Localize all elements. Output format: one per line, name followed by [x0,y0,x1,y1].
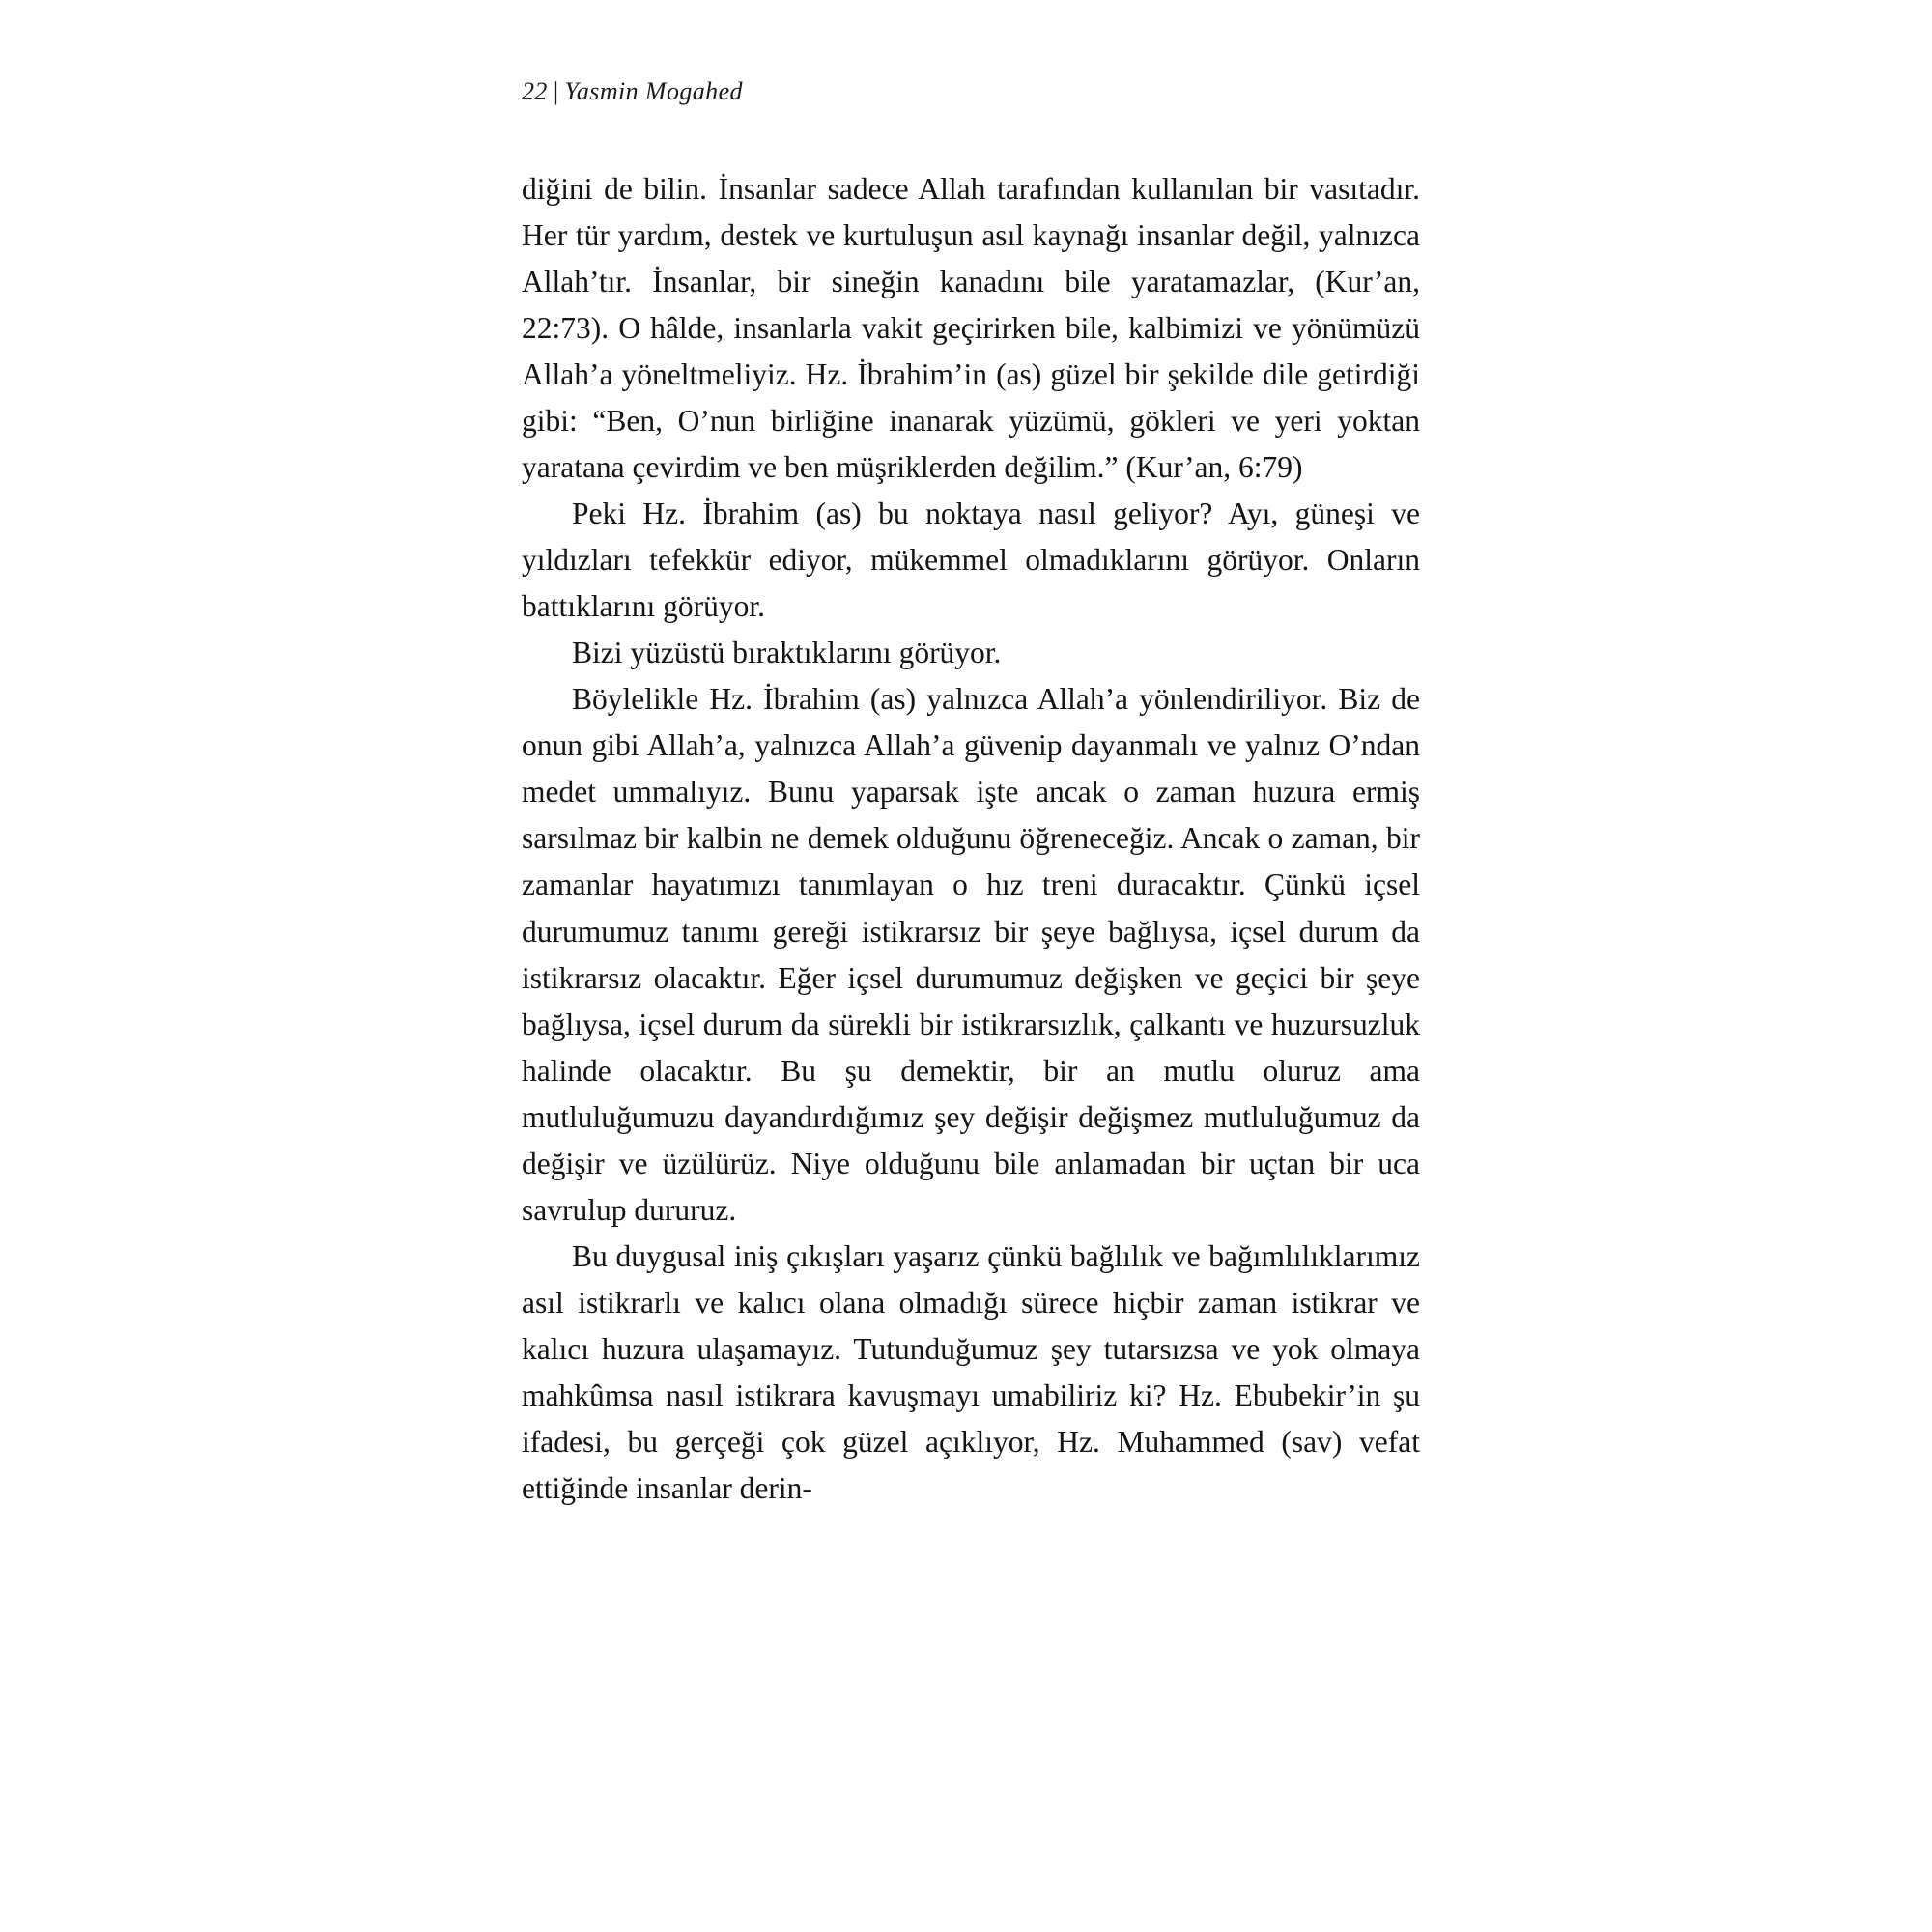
paragraph-4: Böylelikle Hz. İbrahim (as) yalnızca Allah’a yönlendiriliyor. Biz de onun gibi Allah’a, yalnızca Allah’a güvenip dayanmalı ve yalnız O’ndan medet ummalıyız. Bunu yaparsak işte ancak o zaman huzura ermiş sarsılmaz bir kalbin ne demek olduğunu öğreneceğiz. Ancak o zaman, bir zamanlar hayatımızı tanımlayan o hız treni duracaktır. Çünkü içsel durumumuz tanımı gereği istikrarsız bir şeye bağlıysa, içsel durum da istikrarsız olacaktır. Eğer içsel durumumuz değişken ve geçici bir şeye bağlıysa, içsel durum da sürekli bir istikrarsızlık, çalkantı ve huzursuzluk halinde olacaktır. Bu şu demektir, bir an mutlu oluruz ama mutluluğumuzu dayandırdığımız şey değişir değişmez mutluluğumuz da değişir ve üzülürüz. Niye olduğunu bile anlamadan bir uçtan bir uca savrulup dururuz. [522,682,1420,1227]
paragraph-5: Bu duygusal iniş çıkışları yaşarız çünkü bağlılık ve bağımlılıklarımız asıl istikrarlı ve kalıcı olana olmadığı sürece hiçbir zaman istikrar ve kalıcı huzura ulaşamayız. Tutunduğumuz şey tutarsızsa ve yok olmaya mahkûmsa nasıl istikrara kavuşmayı umabiliriz ki? Hz. Ebubekir’in şu ifadesi, bu gerçeği çok güzel açıklıyor, Hz. Muhammed (sav) vefat ettiğinde insanlar derin- [522,1238,1420,1505]
paragraph-1: diğini de bilin. İnsanlar sadece Allah tarafından kullanılan bir vasıtadır. Her tür yardım, destek ve kurtuluşun asıl kaynağı insanlar değil, yalnızca Allah’tır. İnsanlar, bir sineğin kanadını bile yaratamazlar, (Kur’an, 22:73). O hâlde, insanlarla vakit geçirirken bile, kalbimizi ve yönümüzü Allah’a yöneltmeliyiz. Hz. İbrahim’in (as) güzel bir şekilde dile getirdiği gibi: “Ben, O’nun birliğine inanarak yüzümü, gökleri ve yeri yoktan yaratana çevirdim ve ben müşriklerden değilim.” (Kur’an, 6:79) [522,172,1420,485]
page-content-area [522,77,1420,1512]
running-head-author: Yasmin Mogahed [564,77,743,105]
paragraph-2: Peki Hz. İbrahim (as) bu noktaya nasıl geliyor? Ayı, güneşi ve yıldızları tefekkür ediyor, mükemmel olmadıklarını görüyor. Onların battıklarını görüyor. [522,497,1420,624]
running-head [522,77,1420,106]
body-text [522,166,1420,1512]
paragraph-3: Bizi yüzüstü bıraktıklarını görüyor. [572,636,1002,670]
page-number: 22 [522,77,548,105]
running-head-separator: | [553,77,559,105]
